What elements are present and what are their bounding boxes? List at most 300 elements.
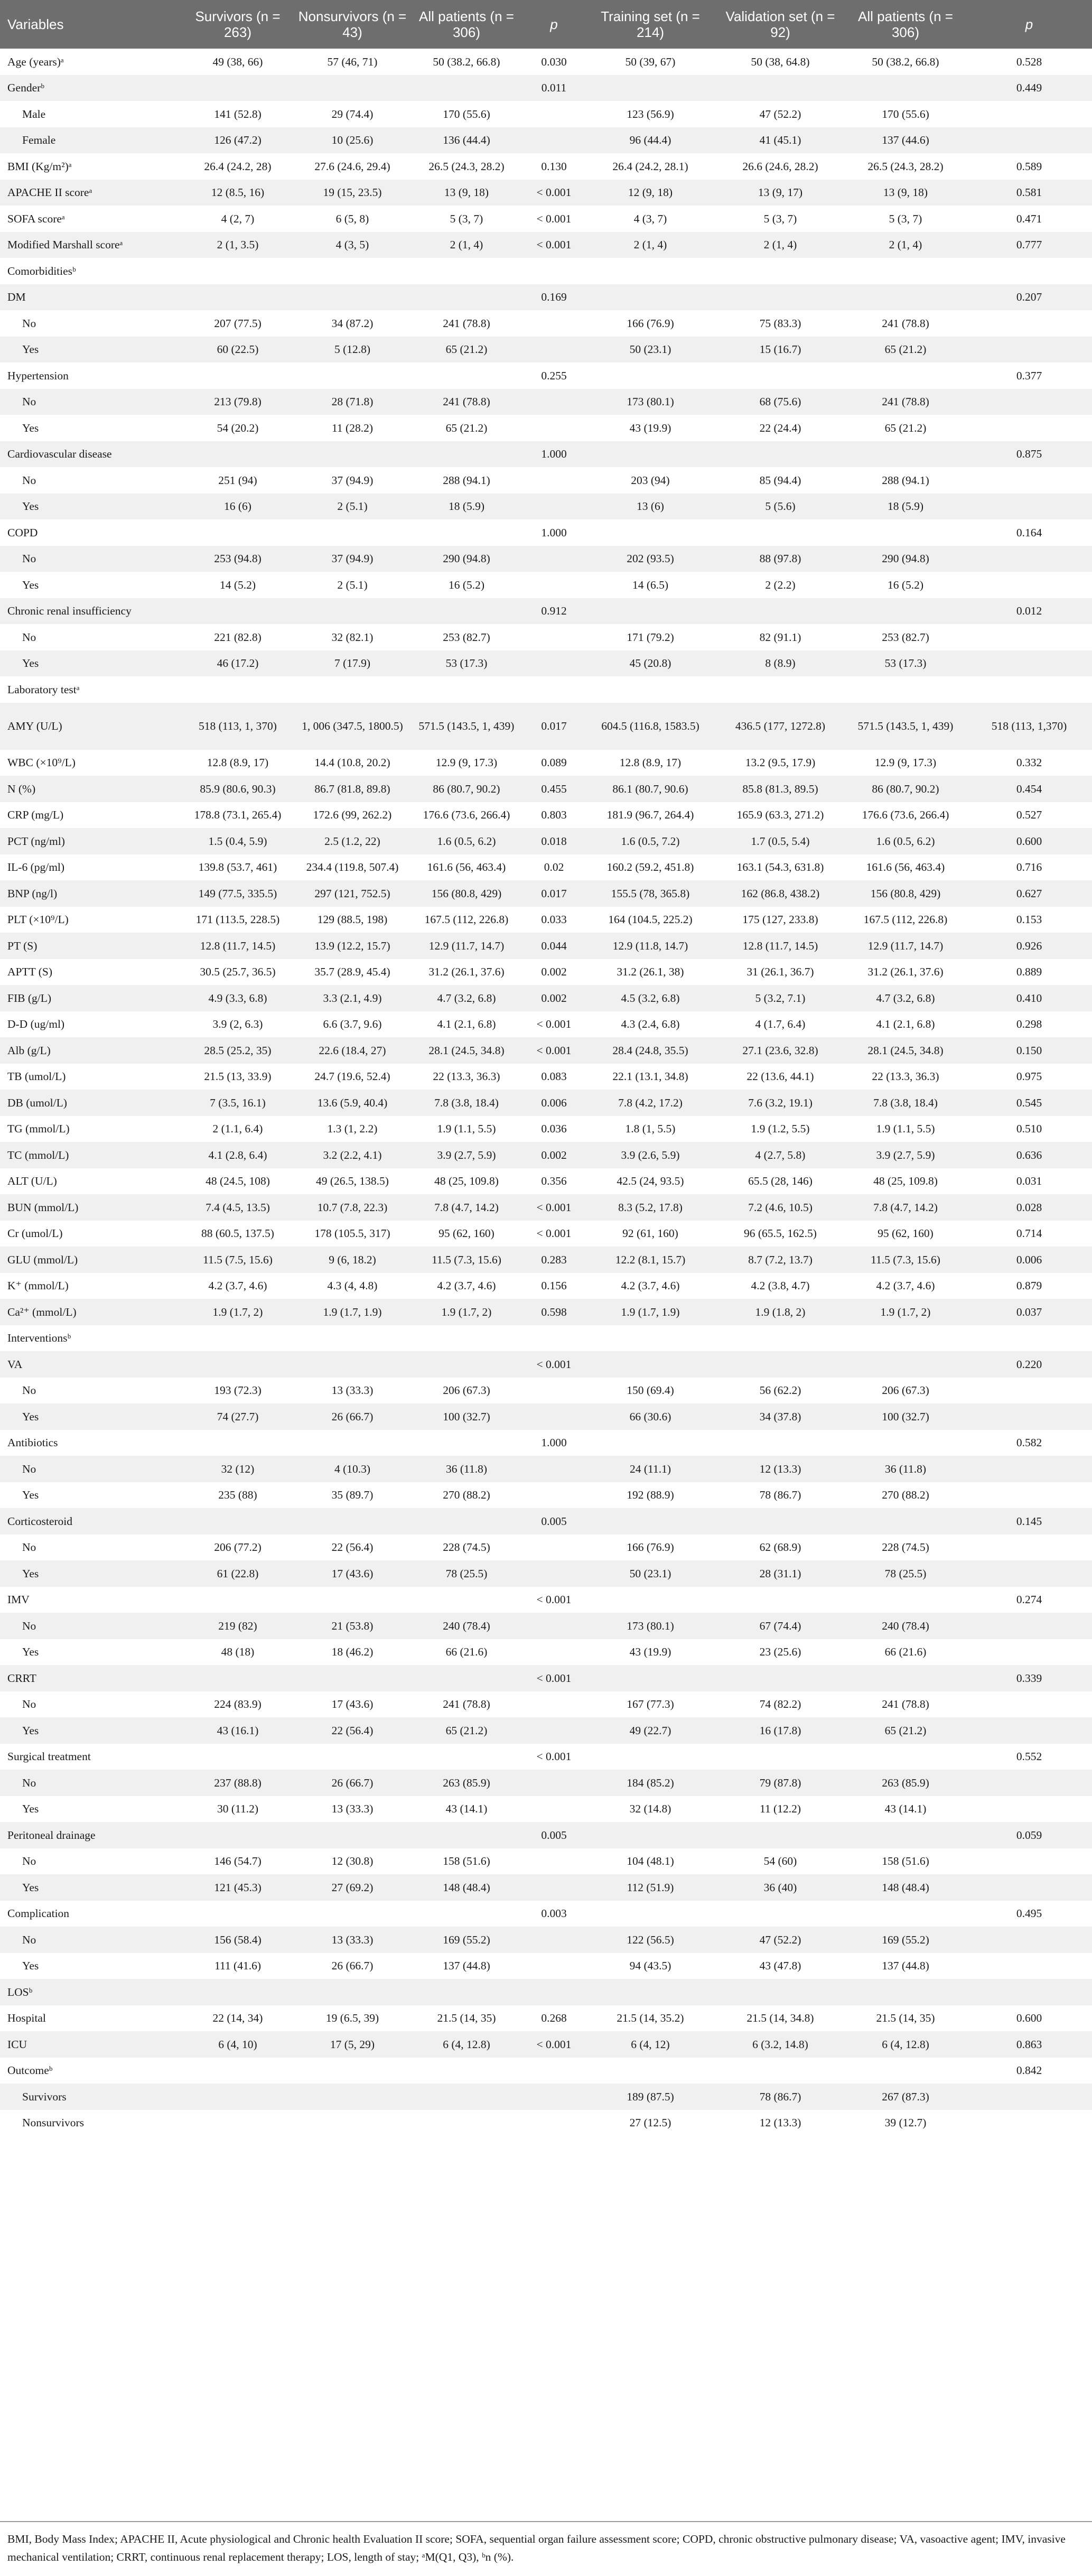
table-cell: 2 (1, 4) <box>450 238 483 252</box>
table-cell: 267 (87.3) <box>882 2090 929 2103</box>
table-cell: 32 (12) <box>221 1462 255 1475</box>
table-cell: 0.471 <box>1016 212 1042 225</box>
table-cell <box>845 598 966 625</box>
row-label: Yes <box>22 1802 39 1816</box>
row-label: Alb (g/L) <box>7 1044 51 1057</box>
table-cell: 203 (94) <box>631 473 670 487</box>
table-row <box>0 153 1092 180</box>
table-cell <box>295 1587 410 1613</box>
table-cell <box>523 1848 585 1875</box>
table-cell <box>181 1325 295 1352</box>
table-row <box>0 1273 1092 1299</box>
table-cell: 22 (56.4) <box>331 1724 374 1737</box>
table-cell: 10.7 (7.8, 22.3) <box>317 1201 388 1214</box>
table-cell <box>966 1535 1092 1561</box>
table-row <box>0 598 1092 625</box>
table-row <box>0 1168 1092 1195</box>
table-cell: 4 (2.7, 5.8) <box>755 1148 806 1161</box>
table-cell <box>523 2058 585 2084</box>
table-cell: 158 (51.6) <box>882 1855 929 1868</box>
table-cell: 65 (21.2) <box>884 421 927 434</box>
table-cell: 95 (62, 160) <box>878 1227 934 1240</box>
table-cell: 0.926 <box>1016 939 1042 952</box>
row-label: ICU <box>7 2038 27 2051</box>
table-cell: 2 (1.1, 6.4) <box>212 1122 263 1136</box>
row-label: CRRT <box>7 1671 36 1685</box>
table-cell: 86 (80.7, 90.2) <box>872 782 939 795</box>
table-cell: 22.6 (18.4, 27) <box>319 1044 386 1057</box>
table-cell: 13 (33.3) <box>331 1384 374 1397</box>
table-row <box>0 750 1092 776</box>
table-cell: 62 (68.9) <box>759 1541 801 1554</box>
table-cell <box>966 467 1092 494</box>
row-label: SOFA scoreᵃ <box>7 212 65 225</box>
table-cell: 0.031 <box>1016 1175 1042 1188</box>
row-label: PCT (ng/ml) <box>7 834 65 848</box>
table-cell: 123 (56.9) <box>627 107 674 120</box>
row-label: Yes <box>22 657 39 670</box>
row-label: Complication <box>7 1907 70 1920</box>
row-label: Surgical treatment <box>7 1750 91 1763</box>
table-cell: 88 (60.5, 137.5) <box>201 1227 274 1240</box>
table-cell: 13.6 (5.9, 40.4) <box>317 1096 388 1109</box>
table-row <box>0 1665 1092 1691</box>
table-cell: 172.6 (99, 262.2) <box>313 808 392 822</box>
row-label: Yes <box>22 1645 39 1659</box>
row-label: CRP (mg/L) <box>7 808 64 822</box>
table-cell: 165.9 (63.3, 271.2) <box>736 808 824 822</box>
table-cell <box>295 441 410 468</box>
table-cell <box>295 1508 410 1535</box>
row-label: DB (umol/L) <box>7 1096 67 1109</box>
table-cell: 13 (9, 18) <box>444 186 489 199</box>
table-footnote: BMI, Body Mass Index; APACHE II, Acute physiological and Chronic health Evaluation II score; SOFA, sequential organ failure assessment score; COPD, chronic obstructive pulmonary disease; VA, vasoactive agent; IMV, invasive mechanical ventilation; CRRT, continuous renal replacement therapy; LOS, length of stay; ᵃM(Q1, Q3), ᵇn (%). <box>7 2533 1066 2563</box>
table-cell <box>523 415 585 441</box>
table-cell: 14 (5.2) <box>219 578 256 591</box>
table-cell: 17 (43.6) <box>331 1698 374 1711</box>
table-cell: 0.017 <box>541 887 567 900</box>
table-cell: 0.552 <box>1016 1750 1042 1763</box>
table-cell: 96 (65.5, 162.5) <box>744 1227 817 1240</box>
table-cell <box>523 2110 585 2136</box>
table-cell: 0.912 <box>541 605 567 618</box>
table-cell: 1.9 (1.2, 5.5) <box>751 1122 810 1136</box>
table-row <box>0 1979 1092 2005</box>
table-cell <box>523 2084 585 2110</box>
table-cell: 518 (113, 1,370) <box>991 720 1067 732</box>
table-cell: 1.7 (0.5, 5.4) <box>751 834 810 848</box>
table-cell: 0.454 <box>1016 782 1042 795</box>
table-cell: 253 (94.8) <box>214 552 262 565</box>
table-cell: 0.207 <box>1016 291 1042 304</box>
table-row <box>0 389 1092 415</box>
table-cell <box>181 1351 295 1378</box>
table-cell <box>966 494 1092 520</box>
table-row <box>0 1587 1092 1613</box>
table-cell <box>181 1587 295 1613</box>
table-cell: 28.1 (24.5, 34.8) <box>428 1044 505 1057</box>
table-row <box>0 1927 1092 1953</box>
column-header: Validation set (n = 92) <box>725 8 835 40</box>
table-cell: 1.3 (1, 2.2) <box>327 1122 378 1136</box>
row-label: Ca²⁺ (mmol/L) <box>7 1305 77 1318</box>
table-cell <box>181 441 295 468</box>
table-cell: 57 (46, 71) <box>327 55 378 68</box>
table-cell <box>585 1430 716 1456</box>
table-cell: 65 (21.2) <box>445 343 488 356</box>
table-cell <box>845 1325 966 1352</box>
row-label: No <box>22 1384 36 1397</box>
table-cell <box>523 624 585 650</box>
table-cell <box>295 1665 410 1691</box>
table-cell <box>295 284 410 311</box>
table-cell <box>410 441 523 468</box>
table-cell: 65.5 (28, 146) <box>748 1175 813 1188</box>
table-cell: 61 (22.8) <box>217 1567 259 1580</box>
row-label: Yes <box>22 343 39 356</box>
table-cell: 13.2 (9.5, 17.9) <box>745 756 816 769</box>
table-cell: 86.1 (80.7, 90.6) <box>612 782 688 795</box>
table-cell <box>966 1456 1092 1482</box>
table-cell: 228 (74.5) <box>882 1541 929 1554</box>
table-cell: 181.9 (96.7, 264.4) <box>606 808 694 822</box>
table-cell: 12.8 (11.7, 14.5) <box>742 939 818 952</box>
table-cell: 16 (5.2) <box>887 578 924 591</box>
table-cell: 6.6 (3.7, 9.6) <box>323 1018 382 1031</box>
table-cell <box>410 284 523 311</box>
table-cell: 27.1 (23.6, 32.8) <box>742 1044 818 1057</box>
table-cell: 1.9 (1.7, 2) <box>441 1305 492 1318</box>
table-cell: 1.9 (1.1, 5.5) <box>437 1122 496 1136</box>
table-cell: 1.8 (1, 5.5) <box>625 1122 676 1136</box>
table-cell: 86.7 (81.8, 89.8) <box>314 782 390 795</box>
table-cell: 35 (89.7) <box>331 1489 374 1502</box>
row-label: Yes <box>22 1881 39 1894</box>
table-cell: 42.5 (24, 93.5) <box>617 1175 684 1188</box>
table-cell: 2 (5.1) <box>337 500 368 513</box>
table-cell: 7.8 (3.8, 18.4) <box>873 1096 938 1109</box>
table-cell: 47 (52.2) <box>759 107 801 120</box>
table-cell: 78 (25.5) <box>445 1567 488 1580</box>
table-cell: 1.9 (1.7, 2) <box>212 1305 263 1318</box>
table-row <box>0 362 1092 389</box>
table-cell: 13 (6) <box>637 500 664 513</box>
table-cell: 53 (17.3) <box>884 657 927 670</box>
table-cell <box>845 519 966 546</box>
table-cell: 0.600 <box>1016 2012 1042 2025</box>
table-cell: 253 (82.7) <box>882 630 929 644</box>
table-cell: 21.5 (14, 34.8) <box>746 2012 814 2025</box>
table-cell: 65 (21.2) <box>445 1724 488 1737</box>
table-cell: < 0.001 <box>536 1201 572 1214</box>
table-cell: 0.298 <box>1016 1018 1042 1031</box>
table-cell: 1.000 <box>541 448 567 461</box>
table-cell: 206 (77.2) <box>214 1541 262 1554</box>
row-label: BNP (ng/l) <box>7 887 58 900</box>
table-cell: 48 (18) <box>221 1645 255 1659</box>
table-cell <box>716 1508 845 1535</box>
table-cell: 137 (44.8) <box>882 1959 929 1973</box>
table-cell: 0.636 <box>1016 1148 1042 1161</box>
row-label: Peritoneal drainage <box>7 1828 96 1842</box>
table-cell <box>523 546 585 572</box>
table-cell: 184 (85.2) <box>627 1776 674 1789</box>
table-cell: 48 (25, 109.8) <box>873 1175 938 1188</box>
table-cell: 137 (44.8) <box>443 1959 490 1973</box>
table-cell: 3.9 (2.7, 5.9) <box>437 1148 496 1161</box>
table-cell: 202 (93.5) <box>627 552 674 565</box>
table-cell: 11.5 (7.3, 15.6) <box>432 1253 501 1266</box>
table-cell: 19 (15, 23.5) <box>323 186 382 199</box>
table-cell: 18 (46.2) <box>331 1645 374 1659</box>
table-cell: 22 (24.4) <box>759 421 801 434</box>
table-cell: 4.5 (3.2, 6.8) <box>621 991 680 1005</box>
table-row <box>0 441 1092 468</box>
table-cell <box>966 2084 1092 2110</box>
table-cell: 0.005 <box>541 1828 567 1842</box>
table-cell: 253 (82.7) <box>443 630 490 644</box>
table-cell <box>295 676 410 703</box>
table-row <box>0 880 1092 907</box>
table-cell: 8.3 (5.2, 17.8) <box>618 1201 683 1214</box>
table-cell: 0.012 <box>1016 605 1042 618</box>
table-cell: 0.582 <box>1016 1436 1042 1449</box>
table-cell <box>966 1953 1092 1979</box>
table-cell <box>845 362 966 389</box>
table-cell: 240 (78.4) <box>882 1619 929 1632</box>
table-row <box>0 337 1092 363</box>
table-row <box>0 1848 1092 1875</box>
table-cell <box>523 1403 585 1430</box>
table-cell: 8.7 (7.2, 13.7) <box>748 1253 813 1266</box>
table-row <box>0 1639 1092 1666</box>
table-cell: 192 (88.9) <box>627 1489 674 1502</box>
table-cell: 150 (69.4) <box>627 1384 674 1397</box>
table-cell <box>585 258 716 284</box>
table-cell: 1.9 (1.1, 5.5) <box>876 1122 935 1136</box>
table-cell <box>585 362 716 389</box>
table-cell <box>966 1378 1092 1404</box>
table-cell: 0.598 <box>541 1305 567 1318</box>
table-cell <box>966 127 1092 154</box>
table-cell: 21 (53.8) <box>331 1619 374 1632</box>
table-cell: 14 (6.5) <box>632 578 669 591</box>
table-cell <box>966 1717 1092 1744</box>
table-cell: 0.410 <box>1016 991 1042 1005</box>
table-cell: 219 (82) <box>218 1619 257 1632</box>
table-cell <box>585 598 716 625</box>
table-cell <box>181 519 295 546</box>
table-cell <box>716 441 845 468</box>
table-cell: 13.9 (12.2, 15.7) <box>314 939 390 952</box>
table-cell: 0.863 <box>1016 2038 1042 2051</box>
table-row <box>0 127 1092 154</box>
table-cell: < 0.001 <box>536 1593 572 1606</box>
table-cell <box>716 519 845 546</box>
table-cell <box>845 258 966 284</box>
table-cell: 0.036 <box>541 1122 567 1136</box>
column-header: p <box>550 16 558 32</box>
table-cell: 6 (4, 10) <box>218 2038 257 2051</box>
row-label: Chronic renal insufficiency <box>7 605 132 618</box>
table-cell: 68 (75.6) <box>759 395 801 408</box>
table-cell: 4.7 (3.2, 6.8) <box>876 991 935 1005</box>
table-cell <box>523 1979 585 2005</box>
row-label: Cardiovascular disease <box>7 448 112 461</box>
table-cell: 43 (19.9) <box>629 1645 671 1659</box>
table-cell: 11 (28.2) <box>331 421 374 434</box>
table-row <box>0 415 1092 441</box>
table-row <box>0 1717 1092 1744</box>
table-cell <box>966 1691 1092 1718</box>
table-cell <box>585 1587 716 1613</box>
table-row <box>0 1221 1092 1247</box>
table-cell: < 0.001 <box>536 1671 572 1685</box>
table-row <box>0 2005 1092 2032</box>
table-cell: 1.6 (0.5, 6.2) <box>437 834 496 848</box>
table-cell: 173 (80.1) <box>627 1619 674 1632</box>
row-label: LOSᵇ <box>7 1985 33 1998</box>
table-cell <box>716 1325 845 1352</box>
table-cell <box>966 1796 1092 1822</box>
table-cell: 12.8 (8.9, 17) <box>207 756 269 769</box>
table-cell: 169 (55.2) <box>443 1933 490 1946</box>
table-cell: 0.130 <box>541 160 567 173</box>
table-cell: 43 (14.1) <box>884 1802 927 1816</box>
table-cell: 13 (9, 18) <box>883 186 928 199</box>
table-cell: 240 (78.4) <box>443 1619 490 1632</box>
table-row <box>0 232 1092 258</box>
table-cell: 12 (13.3) <box>759 1462 801 1475</box>
table-cell: 0.777 <box>1016 238 1042 252</box>
table-cell: 27 (12.5) <box>629 2116 671 2129</box>
table-cell <box>523 1613 585 1639</box>
table-cell: 34 (87.2) <box>331 317 374 330</box>
table-cell: 4.2 (3.8, 4.7) <box>751 1279 810 1292</box>
table-cell <box>523 494 585 520</box>
table-cell <box>295 1744 410 1770</box>
table-cell: 14.4 (10.8, 20.2) <box>314 756 390 769</box>
table-cell: 4.1 (2.1, 6.8) <box>437 1018 496 1031</box>
table-cell <box>523 467 585 494</box>
table-cell: 26 (66.7) <box>331 1959 374 1973</box>
row-label: Nonsurvivors <box>22 2116 85 2129</box>
table-cell: 12.9 (11.8, 14.7) <box>612 939 688 952</box>
table-cell: 13 (33.3) <box>331 1933 374 1946</box>
table-cell: 4 (3, 5) <box>335 238 369 252</box>
row-label: ALT (U/L) <box>7 1175 57 1188</box>
table-cell: 36 (11.8) <box>445 1462 488 1475</box>
table-row <box>0 1613 1092 1639</box>
row-label: TB (umol/L) <box>7 1070 66 1083</box>
table-row <box>0 933 1092 959</box>
table-cell: 4.2 (3.7, 4.6) <box>208 1279 267 1292</box>
row-label: APACHE II scoreᵃ <box>7 186 92 199</box>
table-cell: < 0.001 <box>536 1227 572 1240</box>
table-cell: 241 (78.8) <box>443 1698 490 1711</box>
table-cell: 6 (3.2, 14.8) <box>752 2038 808 2051</box>
table-cell: 11 (12.2) <box>759 1802 801 1816</box>
table-cell: 2 (1, 4) <box>633 238 667 252</box>
table-cell: 148 (48.4) <box>443 1881 490 1894</box>
table-cell: 32 (82.1) <box>331 630 374 644</box>
table-cell <box>181 1822 295 1848</box>
row-label: Yes <box>22 1567 39 1580</box>
table-cell: < 0.001 <box>536 1357 572 1371</box>
table-cell: 0.153 <box>1016 913 1042 926</box>
column-header: Variables <box>7 16 64 32</box>
table-cell: 29 (74.4) <box>331 107 374 120</box>
table-cell: 22 (14, 34) <box>212 2012 263 2025</box>
table-cell <box>966 624 1092 650</box>
table-cell <box>523 310 585 337</box>
table-cell: 0.006 <box>541 1096 567 1109</box>
table-cell: 43 (16.1) <box>217 1724 259 1737</box>
row-label: Cr (umol/L) <box>7 1227 63 1240</box>
table-row <box>0 546 1092 572</box>
table-row <box>0 2058 1092 2084</box>
table-cell <box>181 598 295 625</box>
table-cell: 78 (86.7) <box>759 2090 801 2103</box>
table-cell: 237 (88.8) <box>214 1776 262 1789</box>
table-cell <box>523 1456 585 1482</box>
table-cell <box>966 1613 1092 1639</box>
table-cell: 436.5 (177, 1272.8) <box>735 720 826 732</box>
table-row <box>0 2084 1092 2110</box>
table-cell: 0.716 <box>1016 861 1042 874</box>
table-cell <box>845 75 966 101</box>
table-cell <box>716 1351 845 1378</box>
table-cell: 49 (22.7) <box>629 1724 671 1737</box>
row-label: Male <box>22 107 46 120</box>
table-cell: 4 (3, 7) <box>633 212 667 225</box>
table-cell: 137 (44.6) <box>882 134 929 147</box>
table-cell: 66 (21.6) <box>884 1645 927 1659</box>
table-cell <box>716 1979 845 2005</box>
table-cell <box>966 650 1092 677</box>
table-cell <box>295 1430 410 1456</box>
table-cell: 1.9 (1.7, 1.9) <box>323 1305 382 1318</box>
table-cell: 12 (30.8) <box>331 1855 374 1868</box>
table-cell: 48 (25, 109.8) <box>434 1175 499 1188</box>
table-cell: 27 (69.2) <box>331 1881 374 1894</box>
column-header: p <box>1025 16 1033 32</box>
table-cell: 34 (37.8) <box>759 1410 801 1423</box>
table-cell <box>295 1822 410 1848</box>
table-row <box>0 907 1092 933</box>
table-cell: 166 (76.9) <box>627 1541 674 1554</box>
table-row <box>0 854 1092 881</box>
table-cell: 21.5 (13, 33.9) <box>204 1070 272 1083</box>
table-cell <box>295 2084 410 2110</box>
row-label: No <box>22 1855 36 1868</box>
table-cell: 85.8 (81.3, 89.5) <box>742 782 818 795</box>
table-cell <box>523 1770 585 1796</box>
row-label: Survivors <box>22 2090 67 2103</box>
table-cell: 22 (13.6, 44.1) <box>746 1070 814 1083</box>
table-cell <box>966 1979 1092 2005</box>
table-row <box>0 1403 1092 1430</box>
table-cell <box>523 1482 585 1509</box>
table-cell: 27.6 (24.6, 29.4) <box>314 160 390 173</box>
table-cell <box>523 1874 585 1901</box>
table-cell: 4.1 (2.1, 6.8) <box>876 1018 935 1031</box>
table-cell <box>716 598 845 625</box>
table-cell: 60 (22.5) <box>217 343 259 356</box>
table-cell <box>295 2058 410 2084</box>
table-cell: < 0.001 <box>536 1018 572 1031</box>
table-cell: 65 (21.2) <box>884 1724 927 1737</box>
